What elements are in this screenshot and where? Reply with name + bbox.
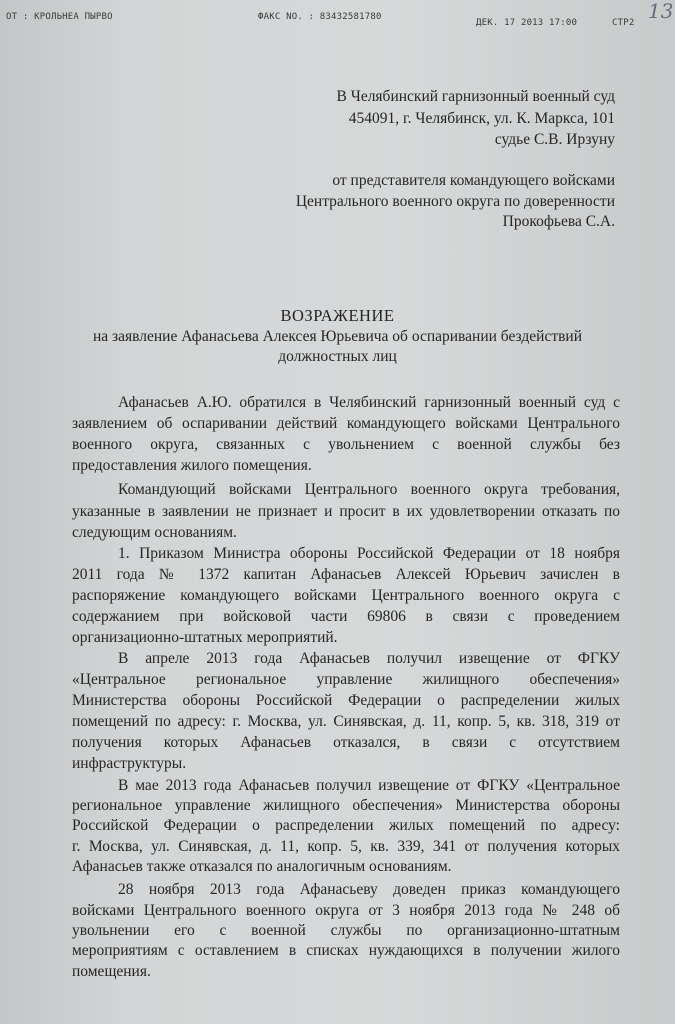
- body-text-line: Командующий войсками Центрального военного округа требования,: [118, 481, 620, 498]
- body-text-line: заявлением об оспаривании действий командующего войсками Центрального: [72, 415, 620, 432]
- body-text-line: Министерства обороны Российской Федерации о распределении жилых: [72, 692, 620, 709]
- addressee-line: В Челябинский гарнизонный военный суд: [336, 88, 615, 105]
- fax-number: ФАКС NO. : 83432581780: [258, 12, 382, 22]
- addressee-line: 454091, г. Челябинск, ул. К. Маркса, 101: [348, 110, 615, 127]
- body-text-line: предоставления жилого помещения.: [72, 457, 312, 474]
- sender-line: от представителя командующего войсками: [332, 172, 615, 189]
- body-text-line: получения которых Афанасьев отказался, в связи с отсутствием: [72, 734, 620, 751]
- body-text-line: В апреле 2013 года Афанасьев получил извещение от ФГКУ: [118, 650, 620, 667]
- body-text-line: г. Москва, ул. Синявская, д. 11, копр. 5, кв. 339, 341 от получения которых: [72, 838, 620, 855]
- body-text-line: распоряжение командующего войсками Центрального военного округа с: [72, 587, 620, 604]
- body-text-line: Афанасьев А.Ю. обратился в Челябинский гарнизонный военный суд с: [118, 394, 620, 411]
- document-subtitle: на заявление Афанасьева Алексея Юрьевича об оспаривании бездействий: [92, 328, 583, 345]
- sender-line: Прокофьева С.А.: [502, 213, 615, 230]
- document-subtitle: должностных лиц: [278, 348, 397, 365]
- body-text-line: Российской Федерации о распределении жилых помещений по адресу:: [72, 817, 620, 834]
- body-text-line: увольнении его с военной службы по организационно-штатным: [72, 922, 620, 939]
- body-text-line: «Центральное региональное управление жилищного обеспечения»: [72, 671, 620, 688]
- body-text-line: указанные в заявлении не признает и просит в их удовлетворении отказать по: [72, 503, 620, 520]
- body-text-line: содержанием при войсковой части 69806 в связи с проведением: [72, 608, 620, 625]
- body-text-line: войсками Центрального военного округа от 3 ноября 2013 года № 248 об: [72, 902, 620, 919]
- fax-sender: ОТ : КРОЛЬНЕА ПЫРВО: [6, 12, 113, 22]
- body-text-line: 28 ноября 2013 года Афанасьеву доведен приказ командующего: [118, 881, 620, 898]
- body-text-line: инфраструктуры.: [72, 755, 187, 772]
- document-title: ВОЗРАЖЕНИЕ: [280, 306, 395, 325]
- body-text-line: помещения.: [72, 963, 151, 980]
- body-text-line: Афанасьев также отказался по аналогичным основаниям.: [72, 858, 452, 875]
- addressee-line: судье С.В. Ирзуну: [494, 131, 615, 148]
- body-text-line: 1. Приказом Министра обороны Российской Федерации от 18 ноября: [118, 545, 620, 562]
- handwritten-page-mark: 13: [648, 0, 674, 23]
- body-text-line: региональное управление жилищного обеспечения» Министерства обороны: [72, 797, 620, 814]
- body-text-line: 2011 года № 1372 капитан Афанасьев Алексей Юрьевич зачислен в: [72, 566, 620, 583]
- fax-datetime: ДЕК. 17 2013 17:00: [476, 18, 578, 28]
- sender-line: Центрального военного округа по доверенности: [295, 193, 615, 210]
- body-text-line: В мае 2013 года Афанасьев получил извещение от ФГКУ «Центральное: [118, 777, 620, 794]
- body-text-line: мероприятиям с оставлением в списках нуждающихся в получении жилого: [72, 942, 620, 959]
- body-text-line: помещений по адресу: г. Москва, ул. Синявская, д. 11, копр. 5, кв. 318, 319 от: [72, 713, 620, 730]
- body-text-line: следующим основаниям.: [72, 524, 237, 541]
- body-text-line: военного округа, связанных с увольнением с военной службы без: [72, 436, 620, 453]
- body-text-line: организационно-штатных мероприятий.: [72, 629, 338, 646]
- fax-page-number: СТР2: [612, 18, 635, 28]
